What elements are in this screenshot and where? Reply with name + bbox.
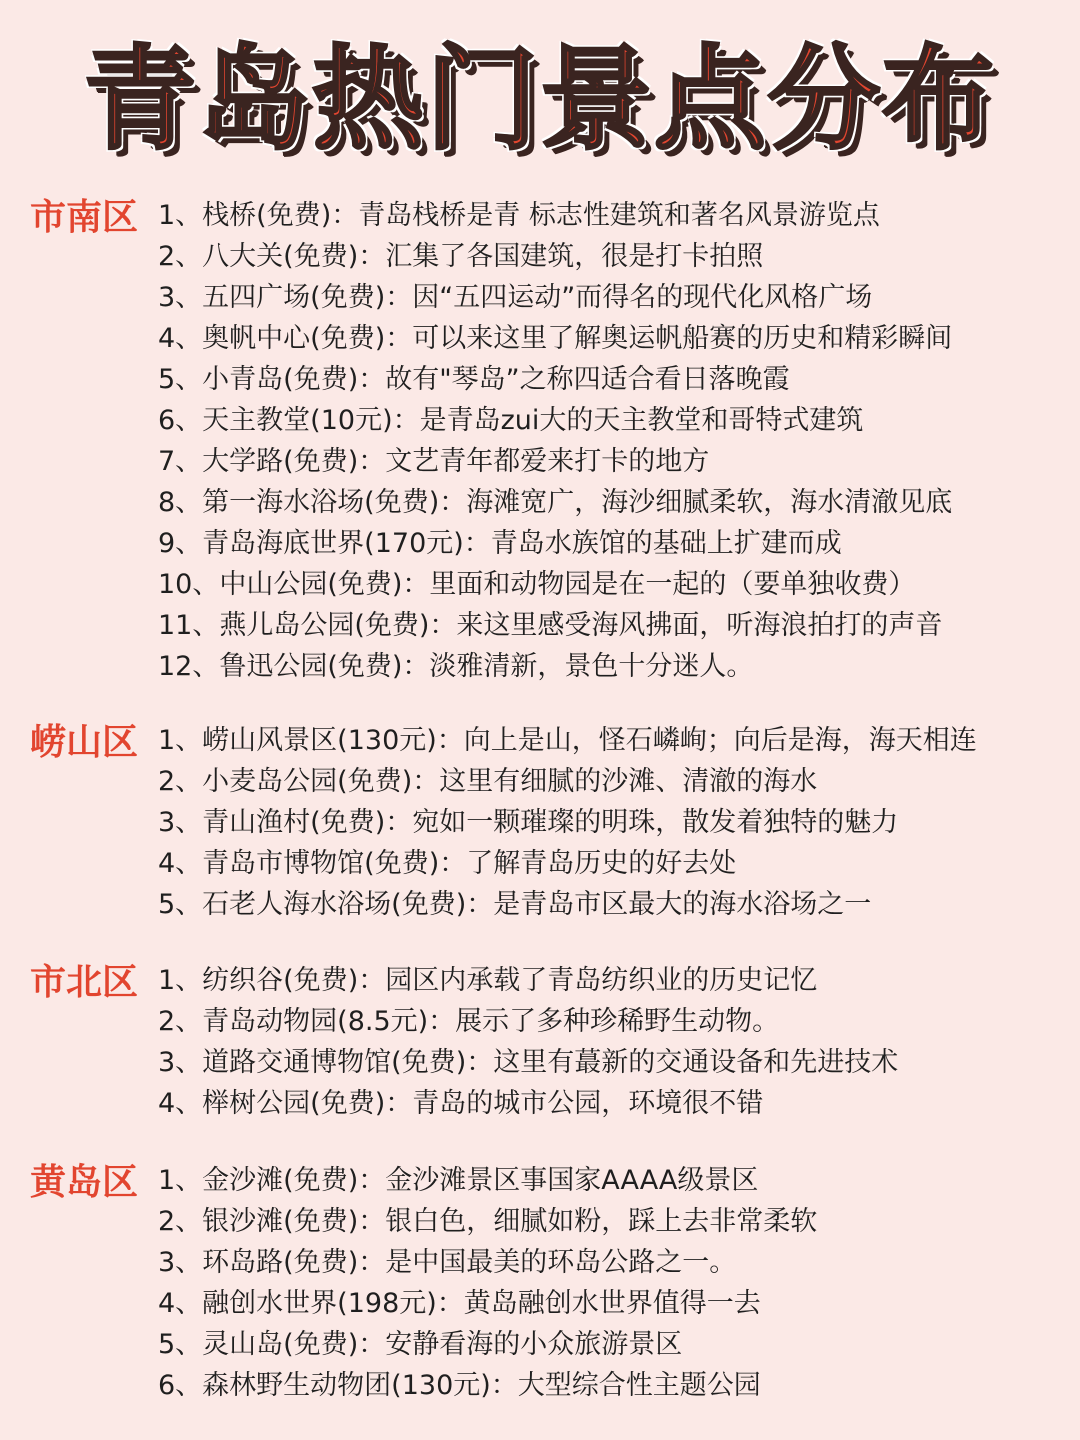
page-title: 青岛热门景点分布 <box>84 35 996 165</box>
spot-item: 3、道路交通博物馆(免费)：这里有蕞新的交通设备和先进技术 <box>158 1047 899 1078</box>
spot-item: 1、金沙滩(免费)：金沙滩景区事国家AAAA级景区 <box>158 1165 759 1196</box>
spot-item: 6、天主教堂(10元)：是青岛zui大的天主教堂和哥特式建筑 <box>158 405 864 436</box>
spot-item: 2、青岛动物园(8.5元)：展示了多种珍稀野生动物。 <box>158 1006 780 1037</box>
spot-item: 2、小麦岛公园(免费)：这里有细腻的沙滩、清澈的海水 <box>158 766 818 797</box>
spot-item: 4、融创水世界(198元)：黄岛融创水世界值得一去 <box>158 1288 761 1319</box>
spot-item: 8、第一海水浴场(免费)：海滩宽广，海沙细腻柔软，海水清澈见底 <box>158 487 953 518</box>
spot-item: 10、中山公园(免费)：里面和动物园是在一起的（要单独收费） <box>158 569 916 600</box>
district-label-shinan: 市南区 <box>30 197 139 238</box>
district-label-huangdao: 黄岛区 <box>30 1162 139 1203</box>
spot-item: 4、青岛市博物馆(免费)：了解青岛历史的好去处 <box>158 848 737 879</box>
spot-item: 11、燕儿岛公园(免费)：来这里感受海风拂面，听海浪拍打的声音 <box>158 610 943 641</box>
spot-item: 12、鲁迅公园(免费)：淡雅清新，景色十分迷人。 <box>158 651 754 682</box>
spot-item: 2、八大关(免费)：汇集了各国建筑，很是打卡拍照 <box>158 241 764 272</box>
spot-item: 5、石老人海水浴场(免费)：是青岛市区最大的海水浴场之一 <box>158 889 872 920</box>
spot-item: 3、青山渔村(免费)：宛如一颗璀璨的明珠，散发着独特的魅力 <box>158 807 899 838</box>
district-label-shibei: 市北区 <box>30 962 139 1003</box>
spot-item: 6、森林野生动物团(130元)：大型综合性主题公园 <box>158 1370 761 1401</box>
spot-item: 4、奥帆中心(免费)：可以来这里了解奥运帆船赛的历史和精彩瞬间 <box>158 323 953 354</box>
district-label-laoshan: 崂山区 <box>30 722 139 763</box>
spot-item: 3、环岛路(免费)：是中国最美的环岛公路之一。 <box>158 1247 737 1278</box>
spot-item: 4、榉树公园(免费)：青岛的城市公园，环境很不错 <box>158 1088 764 1119</box>
spot-item: 3、五四广场(免费)：因“五四运动”而得名的现代化风格广场 <box>158 282 873 313</box>
spot-list-laoshan <box>158 720 977 925</box>
spot-item: 1、纺织谷(免费)：园区内承载了青岛纺织业的历史记忆 <box>158 965 818 996</box>
spot-item: 7、大学路(免费)：文艺青年都爱来打卡的地方 <box>158 446 710 477</box>
spot-item: 9、青岛海底世界(170元)：青岛水族馆的基础上扩建而成 <box>158 528 842 559</box>
spot-item: 1、栈桥(免费)：青岛栈桥是青 标志性建筑和著名风景游览点 <box>158 200 880 231</box>
spot-item: 1、崂山风景区(130元)：向上是山，怪石嶙峋；向后是海，海天相连 <box>158 725 977 756</box>
spot-list-shibei <box>158 960 898 1124</box>
spot-item: 2、银沙滩(免费)：银白色，细腻如粉，踩上去非常柔软 <box>158 1206 818 1237</box>
spot-item: 5、小青岛(免费)：故有"琴岛”之称四适合看日落晚霞 <box>158 364 790 395</box>
spot-list-huangdao <box>158 1160 817 1406</box>
spot-list-shinan <box>158 195 952 687</box>
spot-item: 5、灵山岛(免费)：安静看海的小众旅游景区 <box>158 1329 683 1360</box>
